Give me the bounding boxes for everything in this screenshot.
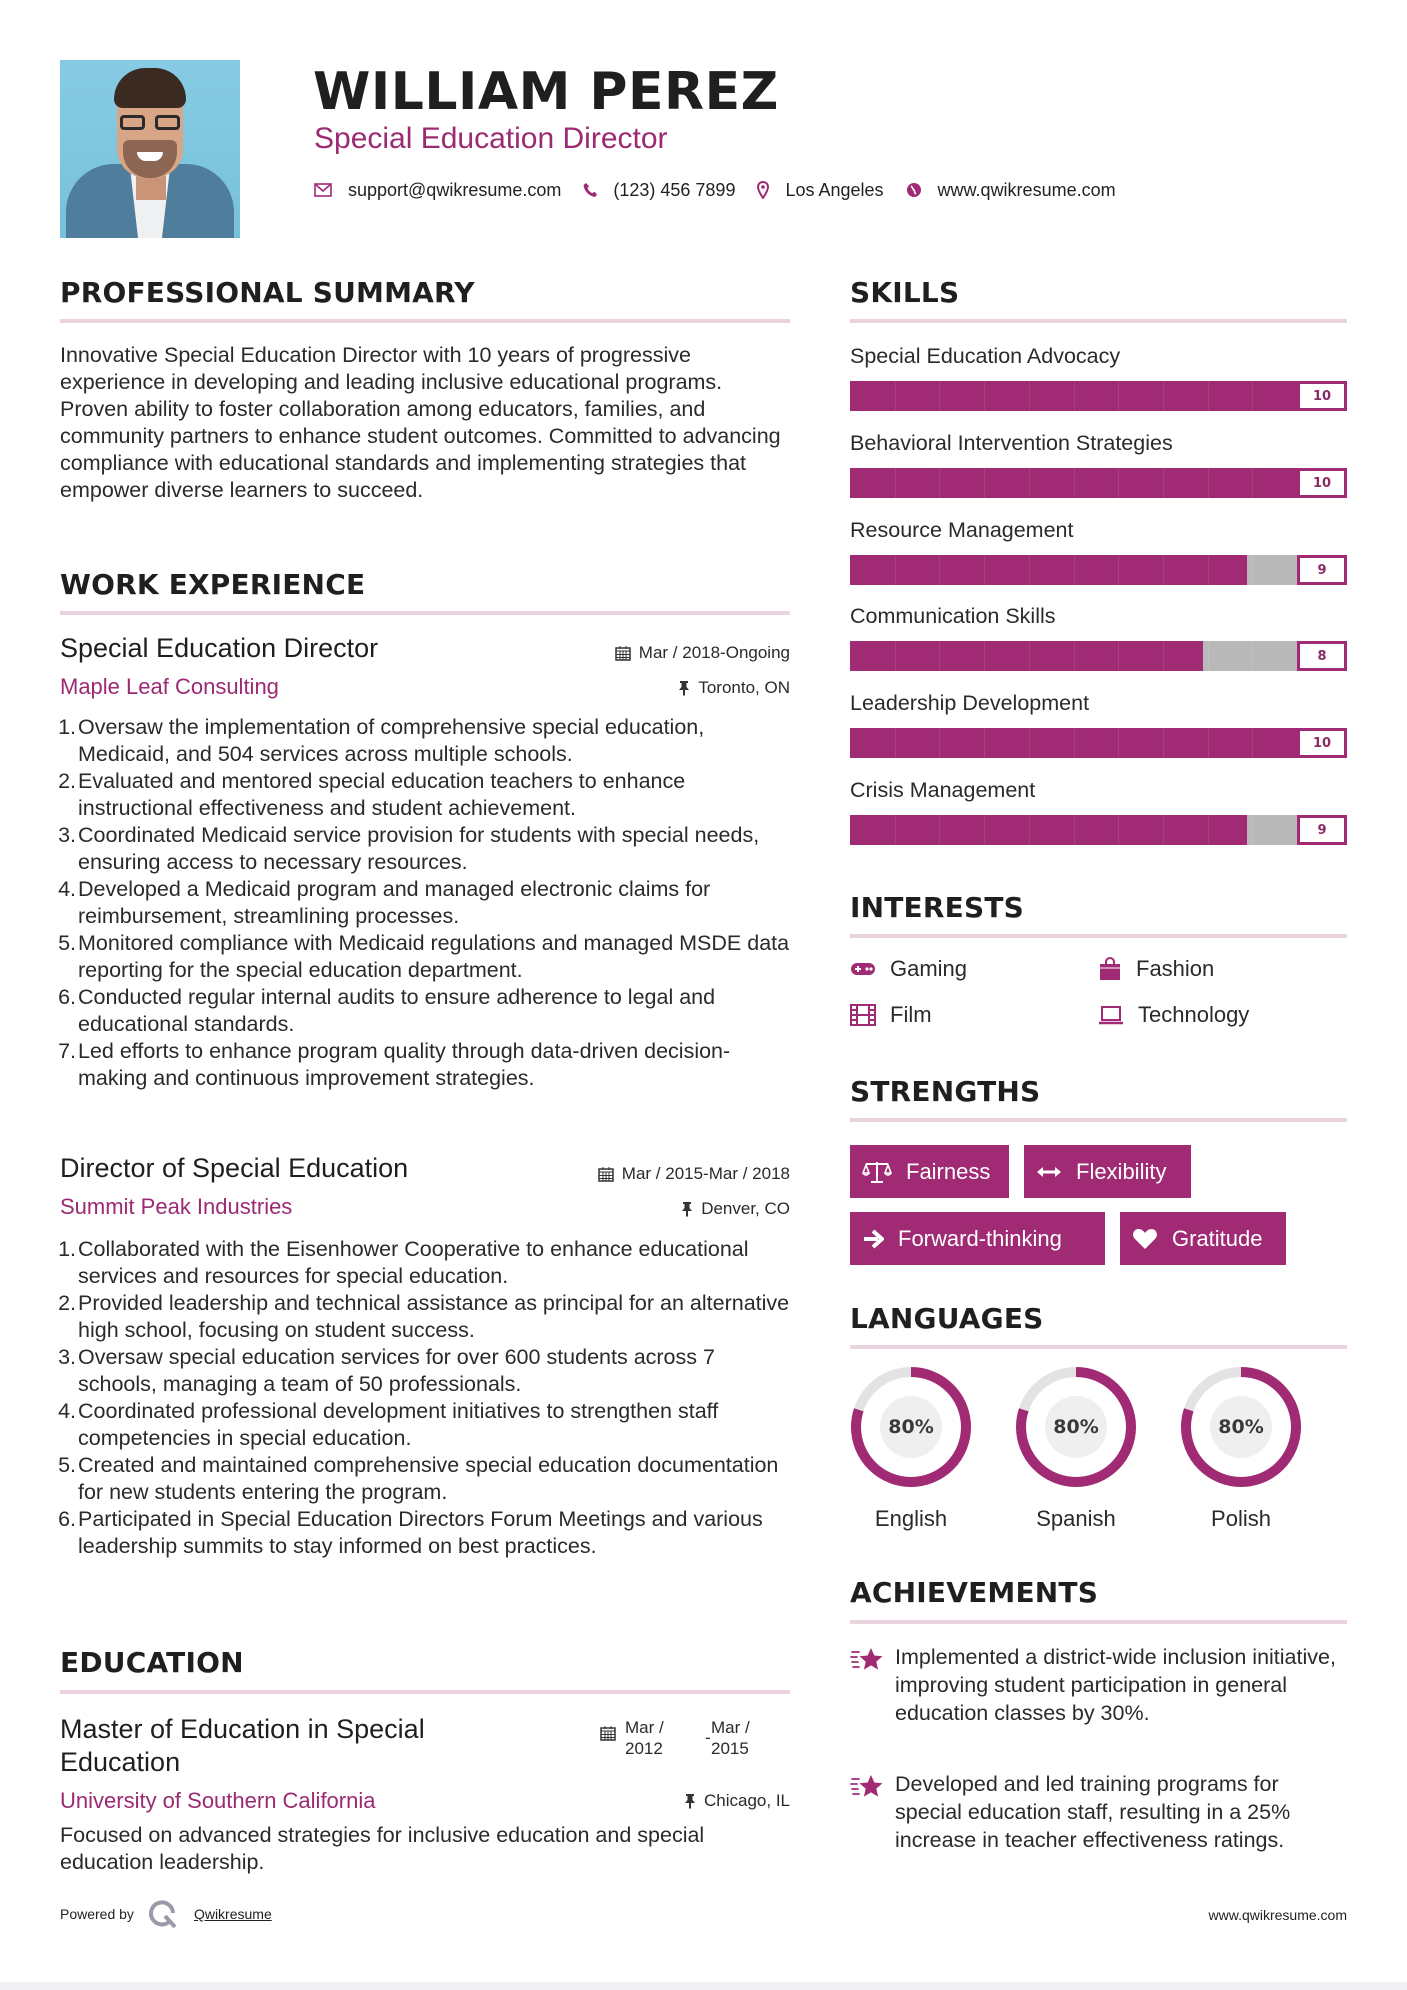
skill-bar-fill — [850, 728, 1347, 758]
list-item: 2. Evaluated and mentored special education teachers to enhance instructional effectiveness and student achievement. — [58, 769, 686, 820]
skill-bar — [850, 381, 1347, 411]
education-end-date: Mar / 2015 — [711, 1718, 750, 1758]
skill-label: Resource Management — [850, 518, 1074, 542]
language-percent: 80% — [1053, 1416, 1099, 1438]
language-item — [849, 1365, 973, 1531]
list-item: 6. Conducted regular internal audits to ensure adherence to legal and educational standards. — [58, 985, 716, 1036]
work-heading: WORK EXPERIENCE — [60, 568, 366, 601]
skill-bar — [850, 468, 1347, 498]
education-description: Focused on advanced strategies for inclusive education and special education leadership. — [60, 1823, 705, 1874]
language-item — [1179, 1365, 1303, 1531]
shopping-bag-icon — [1098, 957, 1122, 981]
job-location: Denver, CO — [681, 1198, 790, 1220]
interests-heading: INTERESTS — [850, 891, 1024, 924]
pushpin-icon — [681, 1201, 693, 1217]
section-divider — [60, 1690, 790, 1694]
skill-bar-fill — [850, 381, 1347, 411]
job-dates: Mar / 2018-Ongoing — [615, 642, 790, 664]
location-text: Los Angeles — [785, 179, 884, 200]
summary-text: Innovative Special Education Director with 10 years of progressive experience in developing and leading inclusive educational programs. Proven ability to foster collaboration among educators, families, and community partners to enhance student outcomes. Committed to advancing compliance with educational standards and implementing strategies that empower diverse learners to succeed. — [60, 343, 781, 502]
strength-chip-fairness: Fairness — [850, 1145, 1009, 1198]
interest-fashion: Fashion — [1098, 955, 1214, 983]
star-award-icon — [850, 1647, 884, 1673]
calendar-icon — [600, 1725, 616, 1741]
globe-icon — [906, 182, 922, 198]
education-start-date: Mar / 2012 — [625, 1718, 664, 1758]
skill-label: Behavioral Intervention Strategies — [850, 431, 1173, 455]
qwikresume-link[interactable]: Qwikresume — [193, 1906, 272, 1922]
skill-bar-fill — [850, 815, 1247, 845]
laptop-icon — [1098, 1005, 1124, 1025]
list-item: 4. Developed a Medicaid program and managed electronic claims for reimbursement, streamlining processes. — [58, 877, 711, 928]
section-divider — [850, 1620, 1347, 1624]
section-divider — [850, 319, 1347, 323]
heart-icon — [1132, 1228, 1158, 1250]
section-divider — [60, 611, 790, 615]
powered-by — [60, 1899, 272, 1929]
job-role: Director of Special Education — [60, 1153, 409, 1183]
strength-chip-gratitude: Gratitude — [1120, 1212, 1286, 1265]
contact-phone[interactable] — [583, 180, 735, 201]
arrow-right-icon — [862, 1228, 884, 1250]
contact-row — [314, 178, 1138, 202]
language-percent: 80% — [888, 1416, 934, 1438]
list-item: 1. Oversaw the implementation of comprehensive special education, Medicaid, and 504 services across multiple schools. — [58, 715, 705, 766]
skill-score: 10 — [1297, 381, 1347, 411]
job-role: Special Education Director — [60, 633, 379, 663]
section-divider — [850, 1345, 1347, 1349]
skill-score: 9 — [1297, 555, 1347, 585]
skill-bar — [850, 728, 1347, 758]
calendar-icon — [598, 1166, 614, 1182]
candidate-name: WILLIAM PEREZ — [313, 62, 779, 122]
page-bottom-edge — [0, 1982, 1407, 1990]
contact-location — [757, 180, 883, 201]
profile-photo — [60, 60, 240, 238]
skill-bar-fill — [850, 641, 1203, 671]
job-location: Toronto, ON — [678, 677, 790, 699]
language-percent: 80% — [1218, 1416, 1264, 1438]
qwikresume-logo-icon — [148, 1899, 178, 1929]
education-degree: Master of Education in Special Education — [60, 1714, 425, 1777]
job-bullets — [60, 714, 795, 1092]
footer-website-link[interactable]: www.qwikresume.com — [1208, 1907, 1347, 1923]
phone-icon — [583, 182, 597, 198]
skill-score: 10 — [1297, 468, 1347, 498]
language-name: Spanish — [1036, 1506, 1116, 1531]
contact-email[interactable] — [314, 180, 561, 201]
strengths-heading: STRENGTHS — [850, 1075, 1041, 1108]
map-pin-icon — [757, 181, 769, 199]
list-item: 5. Monitored compliance with Medicaid regulations and managed MSDE data reporting for the special education department. — [58, 931, 790, 982]
skills-heading: SKILLS — [850, 276, 960, 309]
balance-scale-icon — [862, 1160, 892, 1184]
skill-bar — [850, 815, 1347, 845]
section-divider — [850, 934, 1347, 938]
list-item: 1. Collaborated with the Eisenhower Cooperative to enhance educational services and resources for special education. — [58, 1237, 749, 1288]
list-item: 7. Led efforts to enhance program quality through data-driven decision-making and continuous improvement strategies. — [58, 1039, 731, 1090]
skill-bar-fill — [850, 555, 1247, 585]
skill-bar — [850, 641, 1347, 671]
pushpin-icon — [684, 1793, 696, 1809]
skill-label: Leadership Development — [850, 691, 1090, 715]
gamepad-icon — [850, 961, 876, 977]
phone-text: (123) 456 7899 — [613, 179, 736, 200]
skill-label: Communication Skills — [850, 604, 1056, 628]
interest-technology: Technology — [1098, 1001, 1249, 1029]
contact-website[interactable] — [906, 180, 1116, 201]
film-icon — [850, 1004, 876, 1026]
language-item — [1014, 1365, 1138, 1531]
list-item: 5. Created and maintained comprehensive special education documentation for new students entering the program. — [58, 1453, 779, 1504]
job-bullets — [60, 1236, 795, 1560]
list-item: 2. Provided leadership and technical assistance as principal for an alternative high school, focusing on student success. — [58, 1291, 790, 1342]
job-company: Summit Peak Industries — [60, 1194, 293, 1219]
list-item: 3. Oversaw special education services for over 600 students across 7 schools, managing a team of 50 professionals. — [58, 1345, 715, 1396]
arrows-horizontal-icon — [1036, 1165, 1062, 1179]
skill-bar — [850, 555, 1347, 585]
education-school: University of Southern California — [60, 1788, 376, 1813]
skill-score: 10 — [1297, 728, 1347, 758]
language-name: Polish — [1211, 1506, 1271, 1531]
star-award-icon — [850, 1774, 884, 1800]
pushpin-icon — [678, 680, 690, 696]
powered-by-label: Powered by — [60, 1906, 134, 1922]
education-date-separator: - — [705, 1728, 711, 1747]
list-item: 3. Coordinated Medicaid service provision for students with special needs, ensuring access to necessary resources. — [58, 823, 760, 874]
envelope-icon — [314, 183, 332, 197]
skill-label: Special Education Advocacy — [850, 344, 1121, 368]
list-item: 4. Coordinated professional development initiatives to strengthen staff competencies in special education. — [58, 1399, 719, 1450]
interest-film: Film — [850, 1001, 932, 1029]
summary-heading: PROFESSIONAL SUMMARY — [60, 276, 475, 309]
email-text: support@qwikresume.com — [348, 179, 562, 200]
skill-score: 8 — [1297, 641, 1347, 671]
skill-score: 9 — [1297, 815, 1347, 845]
candidate-title: Special Education Director — [314, 122, 668, 155]
language-name: English — [874, 1506, 948, 1531]
languages-heading: LANGUAGES — [850, 1302, 1044, 1335]
strength-chip-forward-thinking: Forward-thinking — [850, 1212, 1105, 1265]
calendar-icon — [615, 645, 631, 661]
achievements-heading: ACHIEVEMENTS — [850, 1576, 1099, 1609]
education-location: Chicago, IL — [684, 1790, 790, 1812]
list-item: 6. Participated in Special Education Directors Forum Meetings and various leadership summits to stay informed on best practices. — [58, 1507, 763, 1558]
section-divider — [850, 1118, 1347, 1122]
skill-bar-fill — [850, 468, 1347, 498]
section-divider — [60, 319, 790, 323]
interest-gaming: Gaming — [850, 955, 967, 983]
strength-chip-flexibility: Flexibility — [1024, 1145, 1191, 1198]
resume-page: WILLIAM PEREZ Special Education Director support@qwikresume.com (123) 456 7899 Los Angeles www.qwikresume.com PROFESSIONAL SUMMARY Innovative Special Education Director with 10 years of progressive experience in developing and leading inclusive educational programs. Proven ability to foster collaboration among educators, families, and community partners to enhance student outcomes. Committed to advancing compliance with educational standards and implementing strategies that empower diverse learners to succeed. WORK EXPERIENCE Special Education Director Mar / 2018-Ongoing Maple Leaf Consulting Toronto, ON 1. Oversaw the implementation of comprehensive special education, Medicaid, and 504 services across multiple schools. 2. Evaluated and mentored special education teachers to enhance instructional effectiveness and student achievement. 3. Coordinated Medicaid service provision for students with special needs, ensuring access to necessary resources. 4. Developed a Medicaid program and managed electronic claims for reimbursement, streamlining processes. 5. Monitored compliance with Medicaid regulations and managed MSDE data reporting for the special education department. 6. Conducted regular internal audits to ensure adherence to legal and educational standards. 7. Led efforts to enhance program quality through data-driven decision-making and continuous improvement strategies. Director of Special Education Mar / 2015-Mar / 2018 Summit Peak Industries Denver, CO 1. Collaborated with the Eisenhower Cooperative to enhance educational services and resources for special education. 2. Provided leadership and technical assistance as principal for an alternative high school, focusing on student success. 3. Oversaw special education services for over 600 students across 7 schools, managing a team of 50 professionals. 4. Coordinated professional development initiatives to strengthen staff competencies in special education. 5. Created and maintained comprehensive special education documentation for new students entering the program. 6. Participated in Special Education Directors Forum Meetings and various leadership summits to stay informed on best practices. EDUCATION Master of Education in Special Education Mar / 2012 - Mar / 2015 University of Southern California Chicago, IL Focused on advanced strategies for inclusive education and special education leadership. SKILLS Special Education Advocacy 10 Behavioral Intervention Strategies 10 Resource Management 9 Communication Skills 8 Leadership Development 10 Crisis Management 9 INTERESTS Gaming Fashion Film Technology STRENGTHS Fairness Flexibility Forward-thinking Gratitude LANGUAGES 80% English 80% Spanish 80% Polish ACHIEVEMENTS Implemented a district-wide inclusion initiative, improving student participation in general education classes by 30%. Developed and led training programs for special education staff, resulting in a 25% increase in teacher effectiveness ratings. Powered by Qwikresume www.qwikresume.com — [0, 0, 1407, 1990]
job-company: Maple Leaf Consulting — [60, 674, 279, 699]
job-dates: Mar / 2015-Mar / 2018 — [598, 1163, 790, 1185]
skill-label: Crisis Management — [850, 778, 1036, 802]
education-heading: EDUCATION — [60, 1646, 244, 1679]
website-text: www.qwikresume.com — [937, 179, 1116, 200]
